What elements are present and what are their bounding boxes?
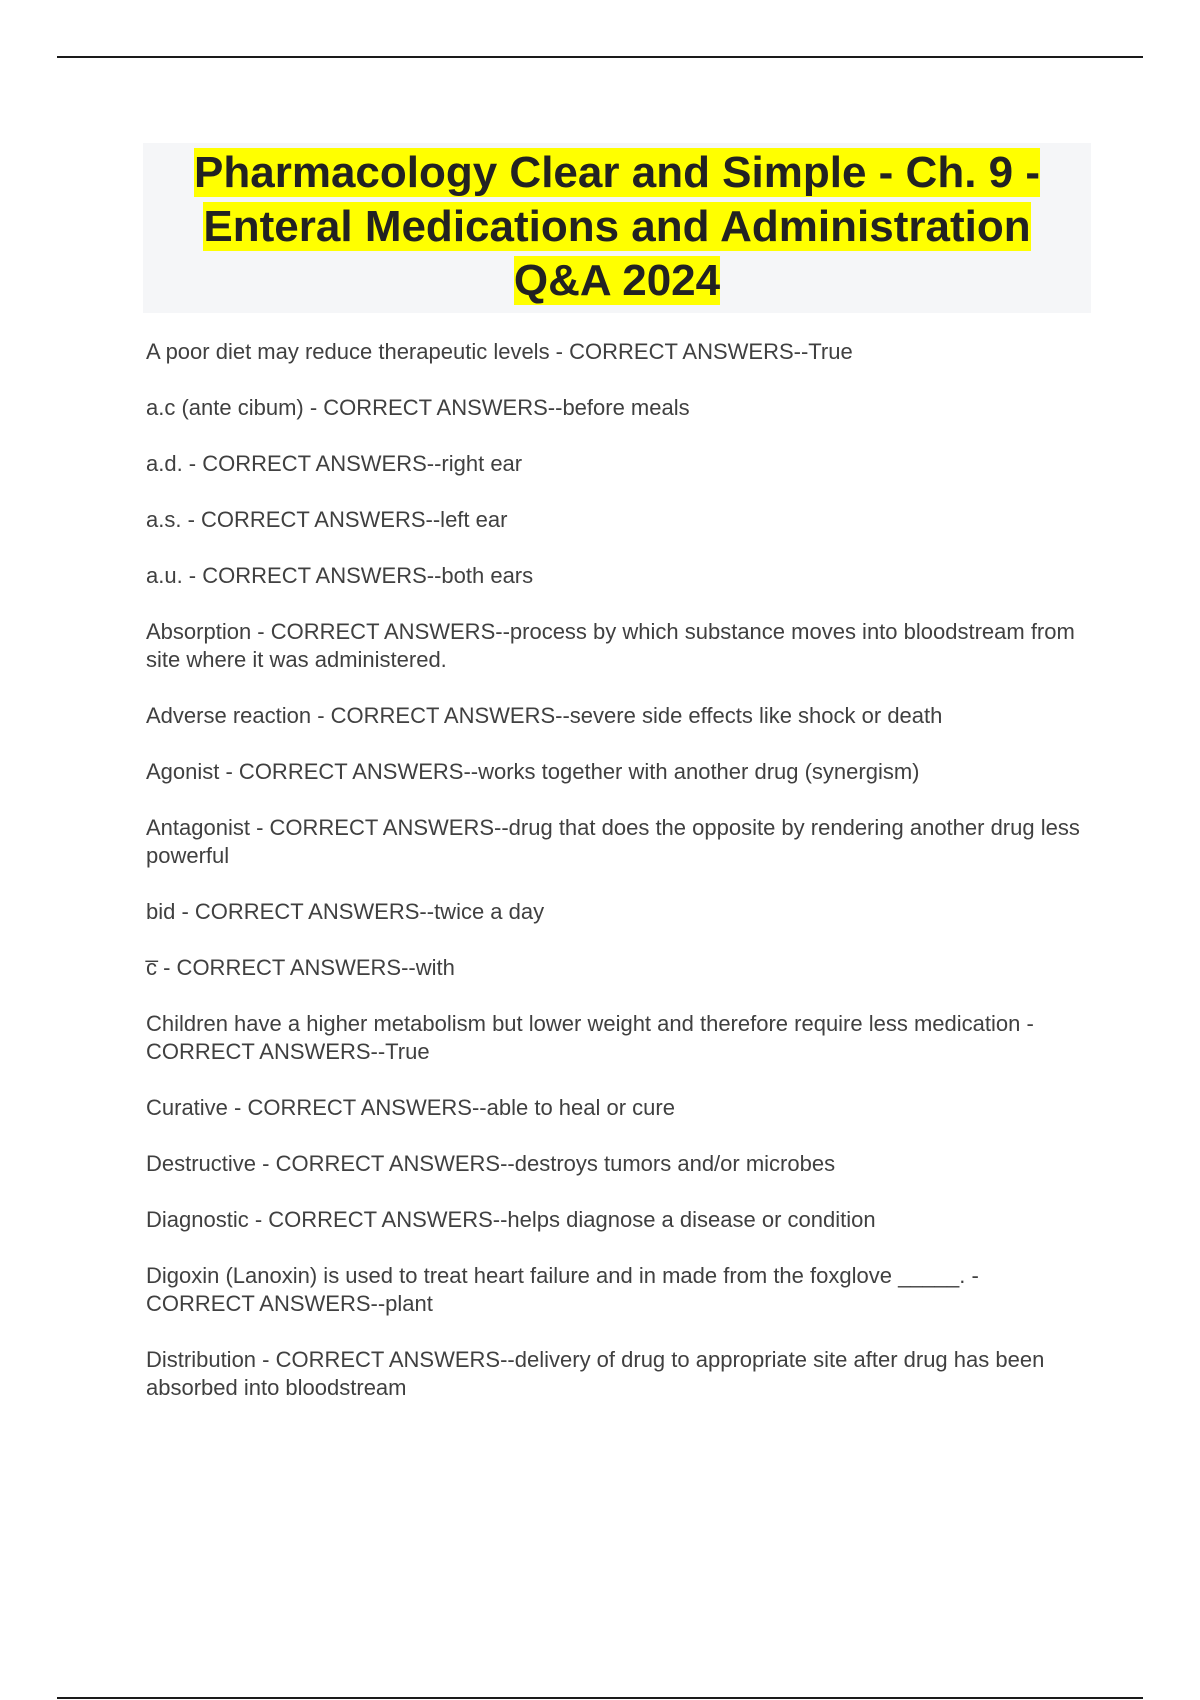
qa-entry: Agonist - CORRECT ANSWERS--works together with another drug (synergism) xyxy=(146,759,920,784)
qa-entry: Adverse reaction - CORRECT ANSWERS--severe side effects like shock or death xyxy=(146,703,943,728)
qa-entry: Antagonist - CORRECT ANSWERS--drug that does the opposite by rendering another drug less powerful xyxy=(146,815,1080,868)
bottom-rule xyxy=(57,1697,1143,1699)
qa-entry: Diagnostic - CORRECT ANSWERS--helps diagnose a disease or condition xyxy=(146,1207,876,1232)
top-rule xyxy=(57,56,1143,58)
qa-entry: a.d. - CORRECT ANSWERS--right ear xyxy=(146,451,523,476)
qa-list xyxy=(146,338,1086,1430)
qa-entry: a.c (ante cibum) - CORRECT ANSWERS--before meals xyxy=(146,395,690,420)
qa-entry: Children have a higher metabolism but lower weight and therefore require less medication - CORRECT ANSWERS--True xyxy=(146,1011,1034,1064)
qa-entry: bid - CORRECT ANSWERS--twice a day xyxy=(146,899,545,924)
qa-entry: Destructive - CORRECT ANSWERS--destroys tumors and/or microbes xyxy=(146,1151,836,1176)
qa-entry: a.u. - CORRECT ANSWERS--both ears xyxy=(146,563,534,588)
page-title xyxy=(143,146,1091,308)
title-line-1: Pharmacology Clear and Simple - Ch. 9 - xyxy=(194,148,1040,197)
qa-entry: Curative - CORRECT ANSWERS--able to heal or cure xyxy=(146,1095,675,1120)
qa-entry: Absorption - CORRECT ANSWERS--process by which substance moves into bloodstream from site where it was administered. xyxy=(146,619,1075,672)
qa-entry: c̅ - CORRECT ANSWERS--with xyxy=(146,955,455,980)
qa-entry: A poor diet may reduce therapeutic levels - CORRECT ANSWERS--True xyxy=(146,339,853,364)
qa-entry: a.s. - CORRECT ANSWERS--left ear xyxy=(146,507,508,532)
title-block xyxy=(143,143,1091,313)
qa-entry: Digoxin (Lanoxin) is used to treat heart failure and in made from the foxglove _____. - CORRECT ANSWERS--plant xyxy=(146,1263,979,1316)
qa-entry: Distribution - CORRECT ANSWERS--delivery of drug to appropriate site after drug has been absorbed into bloodstream xyxy=(146,1347,1045,1400)
title-line-2: Enteral Medications and Administration xyxy=(203,202,1031,251)
title-line-3: Q&A 2024 xyxy=(513,256,721,305)
